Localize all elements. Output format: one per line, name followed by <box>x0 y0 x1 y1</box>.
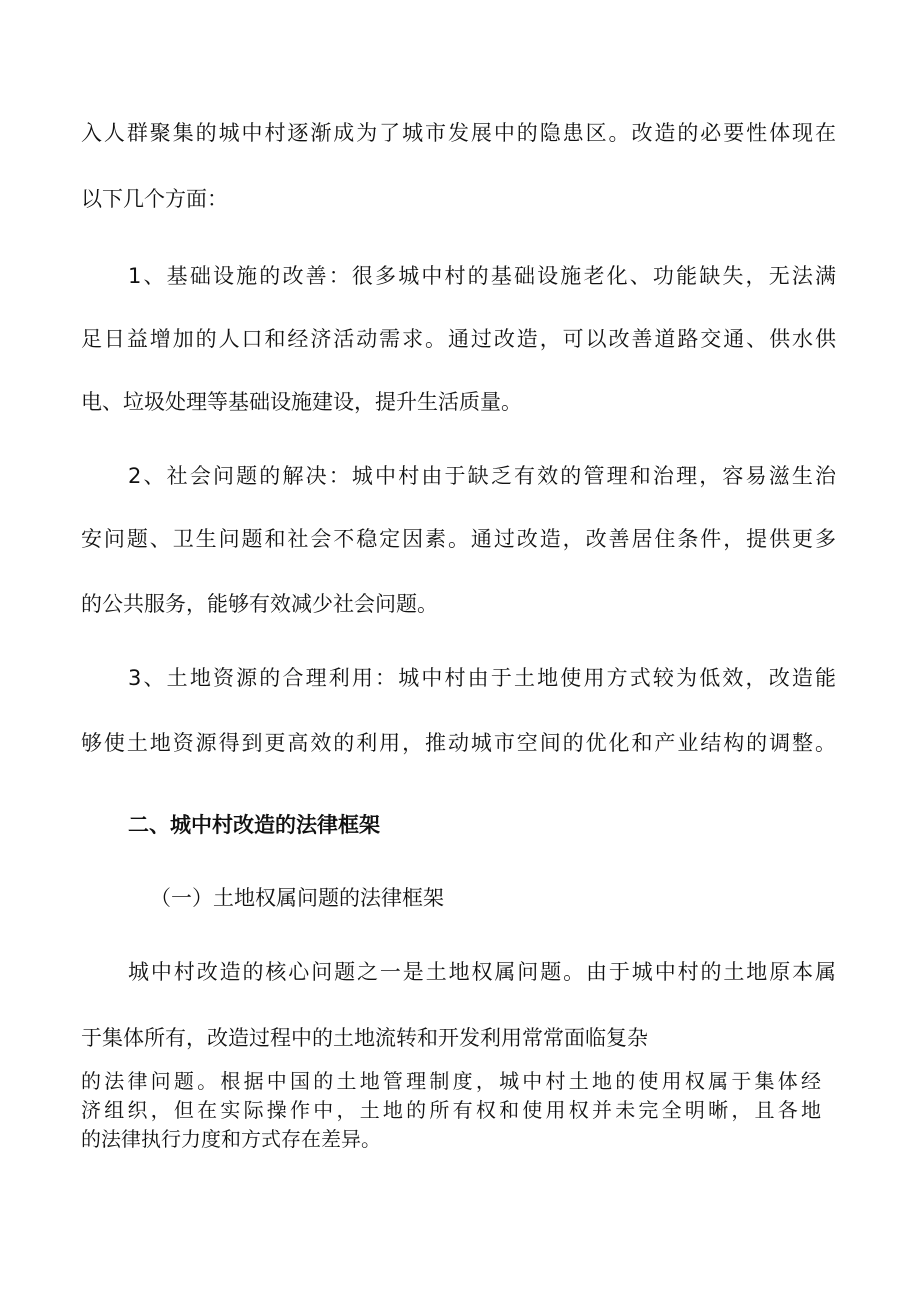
intro-line-1: 入人群聚集的城中村逐渐成为了城市发展中的隐患区。改造的必要性体现在 <box>81 121 836 145</box>
item3-line-2: 够使土地资源得到更高效的利用，推动城市空间的优化和产业结构的调整。 <box>81 731 836 755</box>
land-para-line-2: 于集体所有，改造过程中的土地流转和开发利用常常面临复杂 <box>81 1026 648 1050</box>
intro-line-2: 以下几个方面： <box>81 187 228 211</box>
item3-line-1: 3、土地资源的合理利用：城中村由于土地使用方式较为低效，改造能 <box>128 666 836 690</box>
section-heading: 二、城中村改造的法律框架 <box>128 813 380 837</box>
item1-line-1: 1、基础设施的改善：很多城中村的基础设施老化、功能缺失，无法满 <box>128 264 836 288</box>
item1-line-2: 足日益增加的人口和经济活动需求。通过改造，可以改善道路交通、供水供 <box>81 327 836 351</box>
land-para-line-4: 济组织，但在实际操作中，土地的所有权和使用权并未完全明晰，且各地 <box>81 1098 821 1122</box>
land-para-line-1: 城中村改造的核心问题之一是土地权属问题。由于城中村的土地原本属 <box>128 960 836 984</box>
land-para-line-3: 的法律问题。根据中国的土地管理制度，城中村土地的使用权属于集体经 <box>81 1069 821 1093</box>
item1-line-3: 电、垃圾处理等基础设施建设，提升生活质量。 <box>81 390 522 414</box>
subsection-heading: （一）土地权属问题的法律框架 <box>150 886 444 910</box>
item2-line-1: 2、社会问题的解决：城中村由于缺乏有效的管理和治理，容易滋生治 <box>128 464 836 488</box>
land-para-line-5: 的法律执行力度和方式存在差异。 <box>81 1127 381 1151</box>
item2-line-3: 的公共服务，能够有效减少社会问题。 <box>81 592 438 616</box>
item2-line-2: 安问题、卫生问题和社会不稳定因素。通过改造，改善居住条件，提供更多 <box>81 527 836 551</box>
